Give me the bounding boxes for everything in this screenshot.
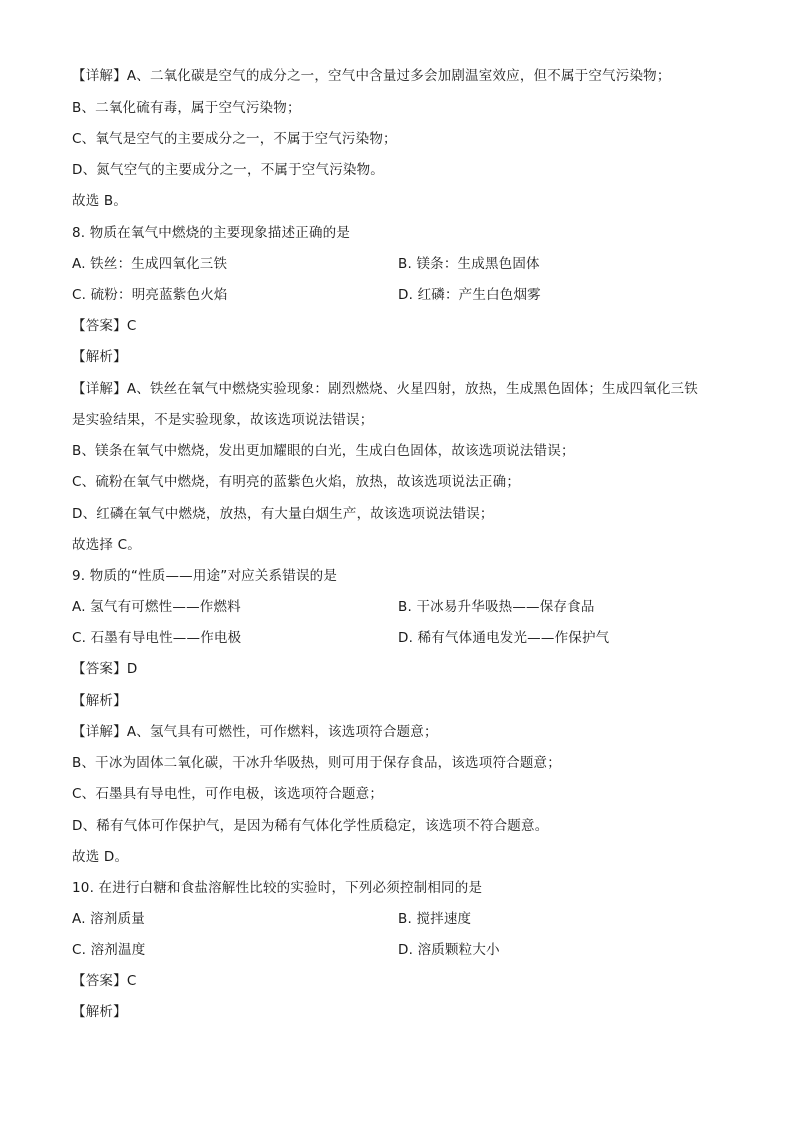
- detail-tag: 【详解】: [72, 724, 127, 740]
- q8-option-c: C. 硫粉：明亮蓝紫色火焰: [72, 287, 228, 303]
- q10-answer-value: C: [126, 973, 137, 989]
- q10-option-c: C. 溶剂温度: [72, 942, 146, 958]
- answer-tag: 【答案】: [72, 973, 127, 989]
- q8-answer: [72, 317, 136, 335]
- q10-analysis-tag: 【解析】: [72, 1004, 127, 1020]
- q7-detail-line-c: C、氧气是空气的主要成分之一，不属于空气污染物；: [72, 131, 397, 147]
- q8-answer-value: C: [126, 318, 137, 334]
- q8-detail-a1-text: A、铁丝在氧气中燃烧实验现象：剧烈燃烧、火星四射，放热，生成黑色固体；生成四氧化三铁: [126, 381, 698, 397]
- q8-detail-line-d: D、红磷在氧气中燃烧，放热，有大量白烟生产，故该选项说法错误；: [72, 506, 494, 522]
- q9-option-c: C. 石墨有导电性——作电极: [72, 630, 242, 646]
- q9-option-b: B. 干冰易升华吸热——保存食品: [398, 599, 595, 615]
- q8-detail-line-a2: 是实验结果，不是实验现象，故该选项说法错误；: [72, 412, 374, 428]
- q9-option-d: D. 稀有气体通电发光——作保护气: [398, 630, 610, 646]
- q7-detail-a-text: A、二氧化碳是空气的成分之一，空气中含量过多会加剧温室效应，但不属于空气污染物；: [126, 68, 671, 84]
- q9-detail-a-text: A、氢气具有可燃性，可作燃料，该选项符合题意；: [126, 724, 438, 740]
- q7-conclusion: 故选 B。: [72, 193, 128, 209]
- q10-answer: [72, 972, 136, 990]
- q9-detail-line-d: D、稀有气体可作保护气，是因为稀有气体化学性质稳定，该选项不符合题意。: [72, 818, 549, 834]
- q8-detail-line-b: B、镁条在氧气中燃烧，发出更加耀眼的白光，生成白色固体，故该选项说法错误；: [72, 443, 575, 459]
- q9-stem: 9. 物质的“性质——用途”对应关系错误的是: [72, 568, 338, 584]
- q8-detail-line-c: C、硫粉在氧气中燃烧，有明亮的蓝紫色火焰，放热，故该选项说法正确；: [72, 474, 521, 490]
- q9-answer: [72, 660, 137, 678]
- q8-option-d: D. 红磷：产生白色烟雾: [398, 287, 541, 303]
- q8-option-b: B. 镁条：生成黑色固体: [398, 256, 540, 272]
- q9-detail-line-c: C、石墨具有导电性，可作电极，该选项符合题意；: [72, 786, 384, 802]
- q9-conclusion: 故选 D。: [72, 849, 129, 865]
- detail-tag: 【详解】: [72, 381, 127, 397]
- answer-tag: 【答案】: [72, 318, 127, 334]
- q10-option-d: D. 溶质颗粒大小: [398, 942, 500, 958]
- q8-detail-line-a1: [72, 380, 698, 398]
- q9-analysis-tag: 【解析】: [72, 693, 127, 709]
- q9-detail-line-a: [72, 723, 438, 741]
- q9-option-a: A. 氢气有可燃性——作燃料: [72, 599, 241, 615]
- q10-stem: 10. 在进行白糖和食盐溶解性比较的实验时，下列必须控制相同的是: [72, 880, 483, 896]
- q9-answer-value: D: [126, 661, 138, 677]
- q8-stem: 8. 物质在氧气中燃烧的主要现象描述正确的是: [72, 225, 351, 241]
- q8-option-a: A. 铁丝：生成四氧化三铁: [72, 256, 228, 272]
- q8-analysis-tag: 【解析】: [72, 349, 127, 365]
- q9-detail-line-b: B、干冰为固体二氧化碳，干冰升华吸热，则可用于保存食品，该选项符合题意；: [72, 755, 561, 771]
- q10-option-a: A. 溶剂质量: [72, 911, 145, 927]
- q10-option-b: B. 搅拌速度: [398, 911, 472, 927]
- q7-detail-line-a: [72, 67, 671, 85]
- q8-conclusion: 故选择 C。: [72, 537, 141, 553]
- answer-tag: 【答案】: [72, 661, 127, 677]
- q7-detail-line-d: D、氮气空气的主要成分之一，不属于空气污染物。: [72, 162, 384, 178]
- detail-tag: 【详解】: [72, 68, 127, 84]
- q7-detail-line-b: B、二氧化硫有毒，属于空气污染物；: [72, 100, 301, 116]
